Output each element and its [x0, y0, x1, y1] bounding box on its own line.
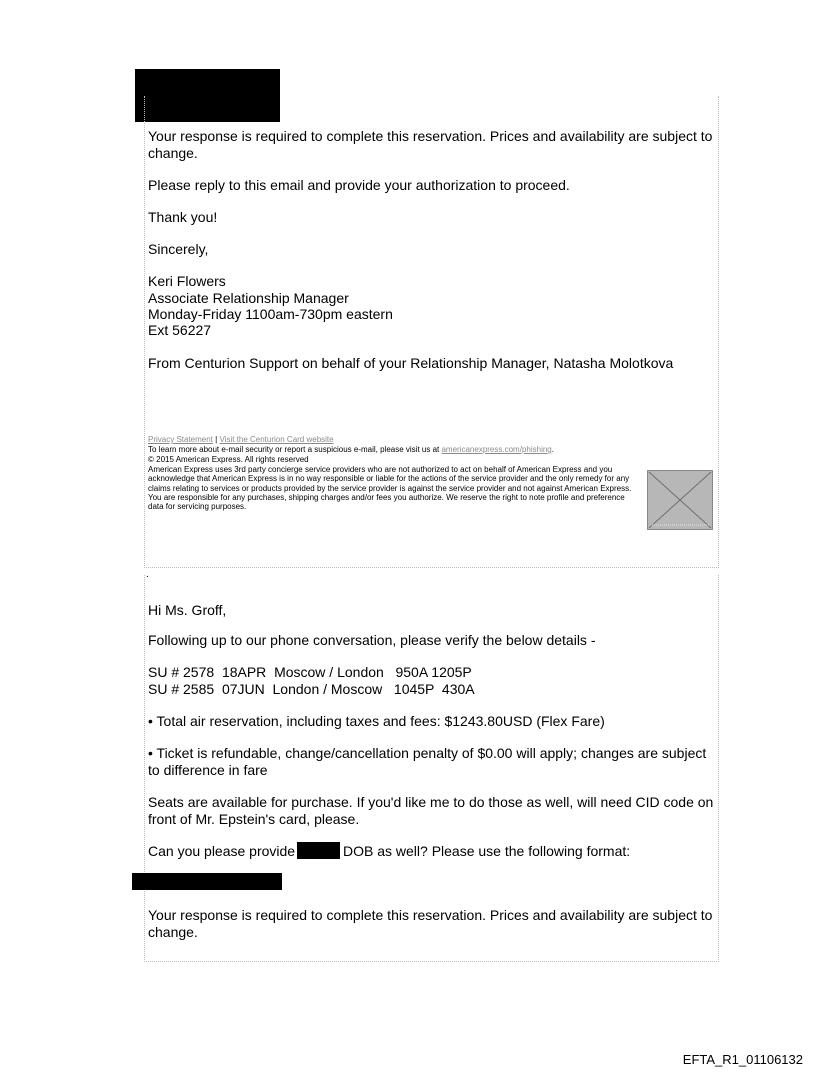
redaction-format — [132, 873, 282, 890]
document-id: EFTA_R1_01106132 — [682, 1052, 803, 1067]
from-line: From Centurion Support on behalf of your Relationship Manager, Natasha Molotkova — [148, 355, 674, 371]
security-notice: To learn more about e-mail security or report a suspicious e-mail, please visit us at americanexpress.com/phishing. — [148, 445, 554, 454]
signature-title: Associate Relationship Manager — [148, 290, 349, 306]
signature-name: Keri Flowers — [148, 273, 226, 289]
flight-line-2: SU # 2585 07JUN London / Moscow 1045P 430A — [148, 681, 475, 697]
footer-links — [148, 435, 334, 444]
signature-ext: Ext 56227 — [148, 322, 212, 338]
flight-line-1: SU # 2578 18APR Moscow / London 950A 1205P — [148, 664, 472, 680]
closing-paragraph: Your response is required to complete this reservation. Prices and availability are subject to change. — [148, 907, 713, 940]
thanks-line: Thank you! — [148, 209, 218, 225]
footer-separator: | — [215, 435, 218, 444]
redaction-name — [297, 842, 340, 859]
greeting: Hi Ms. Groff, — [148, 602, 227, 618]
dob-text-before: Can you please provide — [148, 843, 296, 859]
intro-line: Following up to our phone conversation, please verify the below details - — [148, 632, 596, 648]
disclaimer-text: American Express uses 3rd party concierge service providers who are not authorized to act on behalf of American Express and you acknowledge that American Express is in no way responsible or liable for the actions of the service provider and the only remedy for any claims relating to services or products provided by the service provider is against the service provider and not against American Express. You are responsible for any purchases, shipping charges and/or fees you authorize. We reserve the right to note profile and preference data for servicing purposes. — [148, 465, 632, 512]
first-email-para1: Your response is required to complete this reservation. Prices and availability are subject to change. — [148, 128, 713, 161]
broken-image-placeholder — [647, 470, 713, 530]
privacy-statement-link[interactable]: Privacy Statement — [148, 435, 213, 444]
security-text: To learn more about e-mail security or report a suspicious e-mail, please visit us at — [148, 445, 440, 454]
phishing-link[interactable]: americanexpress.com/phishing — [441, 445, 552, 454]
closing-line: Sincerely, — [148, 241, 209, 257]
seats-paragraph: Seats are available for purchase. If you'd like me to do those as well, will need CID code on front of Mr. Epstein's card, please. — [148, 794, 714, 827]
centurion-website-link[interactable]: Visit the Centurion Card website — [219, 435, 334, 444]
divider-dot: . — [146, 569, 149, 580]
dob-line — [148, 843, 295, 860]
signature-hours: Monday-Friday 1100am-730pm eastern — [148, 306, 393, 322]
copyright-text: © 2015 American Express. All rights reserved — [148, 455, 309, 464]
dob-text-after: DOB as well? Please use the following format: — [343, 843, 631, 859]
image-placeholder-icon — [648, 471, 712, 529]
refund-bullet: • Ticket is refundable, change/cancellation penalty of $0.00 will apply; changes are subject to difference in fare — [148, 745, 707, 778]
first-email-para2: Please reply to this email and provide your authorization to proceed. — [148, 177, 570, 193]
fare-bullet: • Total air reservation, including taxes and fees: $1243.80USD (Flex Fare) — [148, 713, 605, 729]
